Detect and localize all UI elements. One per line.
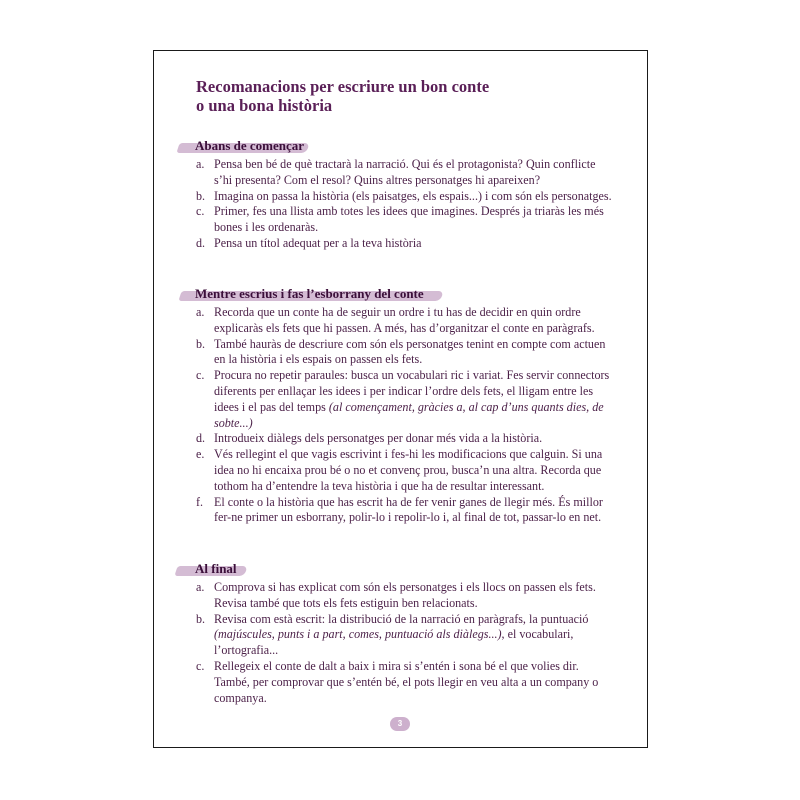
section-while-writing — [154, 285, 647, 526]
item-emphasis: (majúscules, punts i a part, comes, puntuació als diàlegs...) — [214, 627, 502, 642]
list-item — [154, 659, 647, 706]
list-item — [154, 368, 647, 431]
page-number: 3 — [390, 717, 410, 731]
item-emphasis: (al començament, gràcies a, al cap d’uns quants dies, de sobte...) — [214, 399, 604, 430]
list-item — [154, 580, 647, 612]
list-item — [154, 189, 647, 205]
list-item — [154, 157, 647, 189]
list-item — [154, 337, 647, 369]
item-letter: e. — [196, 447, 205, 462]
item-text: Comprova si has explicat com són els personatges i els llocs on passen els fets. Revisa també que tots els fets estiguin ben relacionats. — [214, 580, 596, 610]
section-before-starting — [154, 137, 647, 252]
list-item — [154, 204, 647, 236]
item-letter: d. — [196, 235, 206, 250]
list-item — [154, 431, 647, 447]
item-text: Procura no repetir paraules: busca un vocabulari ric i variat. Fes servir connectors diferents per enllaçar les idees i per indicar l’ordre dels fets, el lligam entre les idees i el pas del temps — [214, 368, 610, 414]
item-text: Rellegeix el conte de dalt a baix i mira si s’entén i sona bé el que volies dir. També, per comprovar que s’entén bé, el pots llegir en veu alta a un company o companya. — [214, 658, 599, 705]
item-letter: a. — [196, 580, 205, 594]
item-text: També hauràs de descriure com són els personatges tenint en compte com actuen en la història i els espais on passen els fets. — [214, 336, 606, 367]
list-item — [154, 495, 647, 527]
section-heading: Abans de començar — [195, 138, 305, 153]
section-heading-wrap — [184, 285, 647, 305]
item-letter: c. — [196, 368, 205, 383]
section-heading: Mentre escrius i fas l’esborrany del conte — [195, 286, 424, 301]
item-text: Primer, fes una llista amb totes les idees que imagines. Després ja triaràs les més bones i les ordenaràs. — [214, 204, 604, 235]
section-at-the-end — [154, 560, 647, 706]
item-text: Recorda que un conte ha de seguir un ordre i tu has de decidir en quin ordre explicaràs els fets que hi passen. A més, has d’organitzar el conte en paràgrafs. — [214, 305, 595, 335]
item-text: Vés rellegint el que vagis escrivint i fes-hi les modificacions que calguin. Si una idea no hi encaixa prou bé o no et convenç prou, busca’n una altra. Recorda que tothom ha d’entendre la teva història i que ha de resultar interessant. — [214, 447, 603, 493]
item-list — [154, 157, 647, 252]
item-text: Revisa com està escrit: la distribució de la narració en paràgrafs, la puntuació — [214, 611, 589, 626]
list-item — [154, 236, 647, 252]
item-text: Pensa un títol adequat per a la teva història — [214, 235, 422, 250]
page-title — [196, 77, 489, 115]
item-list — [154, 580, 647, 706]
item-text: Pensa ben bé de què tractarà la narració. Qui és el protagonista? Quin conflicte s’hi presenta? Com el resol? Quins altres personatges hi apareixen? — [214, 157, 596, 187]
document-page — [153, 50, 648, 748]
item-letter: a. — [196, 305, 205, 319]
section-heading-wrap — [184, 137, 647, 157]
title-line-1: Recomanacions per escriure un bon conte — [196, 77, 490, 96]
item-letter: b. — [196, 188, 206, 203]
title-line-2: o una bona història — [196, 96, 333, 115]
section-heading: Al final — [195, 561, 237, 576]
list-item — [154, 447, 647, 494]
item-text: Imagina on passa la història (els paisatges, els espais...) i com són els personatges. — [214, 188, 612, 203]
section-heading-wrap — [184, 560, 647, 580]
item-letter: f. — [196, 494, 204, 509]
item-letter: b. — [196, 336, 206, 351]
item-letter: c. — [196, 204, 205, 219]
item-text-after: , el vocabulari, l’ortografia... — [214, 627, 574, 658]
item-letter: b. — [196, 611, 206, 626]
item-list — [154, 305, 647, 526]
list-item — [154, 612, 647, 659]
item-text: Introdueix diàlegs dels personatges per donar més vida a la història. — [214, 431, 543, 446]
list-item — [154, 305, 647, 337]
item-letter: c. — [196, 658, 205, 673]
item-letter: a. — [196, 157, 205, 171]
item-text: El conte o la història que has escrit ha de fer venir ganes de llegir més. És millor fer-ne primer un esborrany, polir-lo i repolir-lo i, al final de tot, passar-lo en net. — [214, 494, 603, 525]
item-letter: d. — [196, 431, 206, 446]
